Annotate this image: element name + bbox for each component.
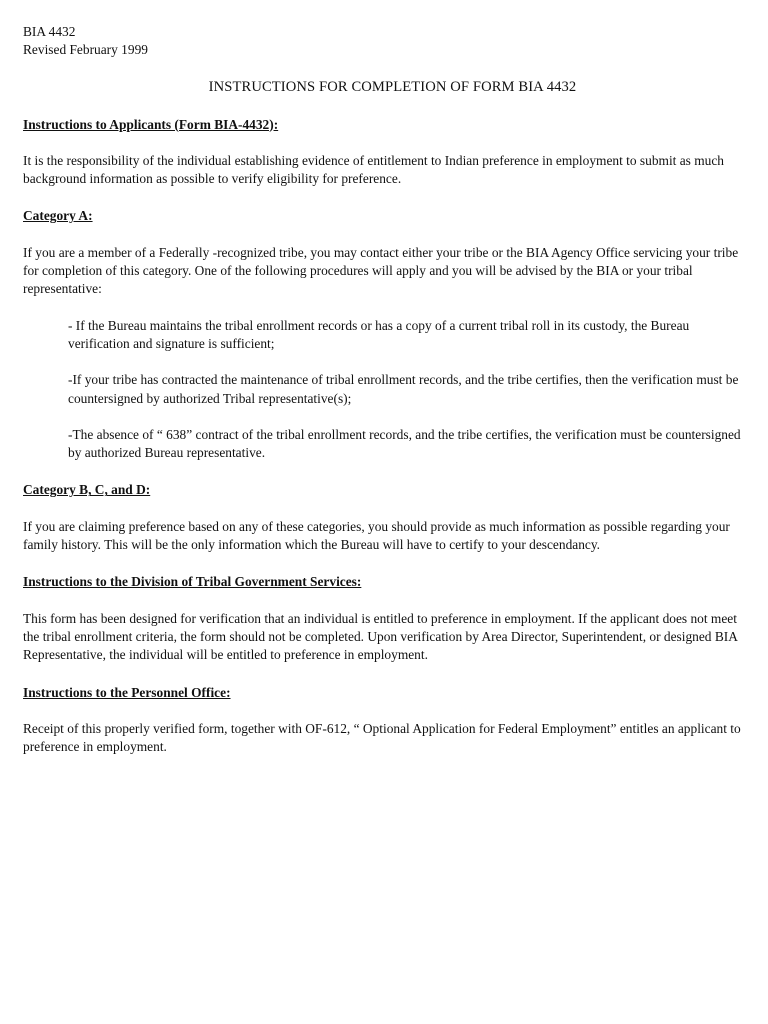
category-a-paragraph: If you are a member of a Federally -recognized tribe, you may contact either your tribe or the BIA Agency Office servicing your tribe for completion of this category. One of the following procedures will apply and you will be advised by the BIA or your tribal representative: [23,244,739,297]
form-number: BIA 4432 [23,24,76,39]
category-a-heading: Category A: [23,208,93,224]
personnel-office-paragraph: Receipt of this properly verified form, together with OF-612, “ Optional Application for Federal Employment” entitles an applicant to preference in employment. [23,720,741,755]
personnel-office-heading: Instructions to the Personnel Office: [23,684,231,700]
section-category-a [23,207,748,462]
category-a-item: -If your tribe has contracted the maintenance of tribal enrollment records, and the tribe certifies, then the verification must be countersigned by authorized Tribal representative(s); [68,372,739,406]
category-a-item: - If the Bureau maintains the tribal enrollment records or has a copy of a current tribal roll in its custody, the Bureau verification and signature is sufficient; [68,317,690,351]
section-tribal-government [23,573,748,664]
section-category-bcd [23,481,748,554]
document-page [23,23,748,756]
tribal-government-heading: Instructions to the Division of Tribal Government Services: [23,574,362,590]
applicants-paragraph: It is the responsibility of the individual establishing evidence of entitlement to Indian preference in employment to submit as much background information as possible to verify eligibility for preference. [23,152,724,187]
revision-date: Revised February 1999 [23,42,148,58]
document-title: INSTRUCTIONS FOR COMPLETION OF FORM BIA 4432 [208,78,577,95]
tribal-government-paragraph: This form has been designed for verification that an individual is entitled to preference in employment. If the applicant does not meet the tribal enrollment criteria, the form should not be completed. Upon verification by Area Director, Superintendent, or designed BIA Representative, the individual will be entitled to preference in employment. [23,610,738,663]
applicants-heading: Instructions to Applicants (Form BIA-4432): [23,116,279,132]
section-personnel-office [23,684,748,757]
section-applicants [23,116,748,189]
category-a-item: -The absence of “ 638” contract of the tribal enrollment records, and the tribe certifies, the verification must be countersigned by authorized Bureau representative. [68,426,741,461]
category-bcd-paragraph: If you are claiming preference based on any of these categories, you should provide as much information as possible regarding your family history. This will be the only information which the Bureau will have to certify to your descendancy. [23,518,730,553]
category-bcd-heading: Category B, C, and D: [23,482,151,498]
